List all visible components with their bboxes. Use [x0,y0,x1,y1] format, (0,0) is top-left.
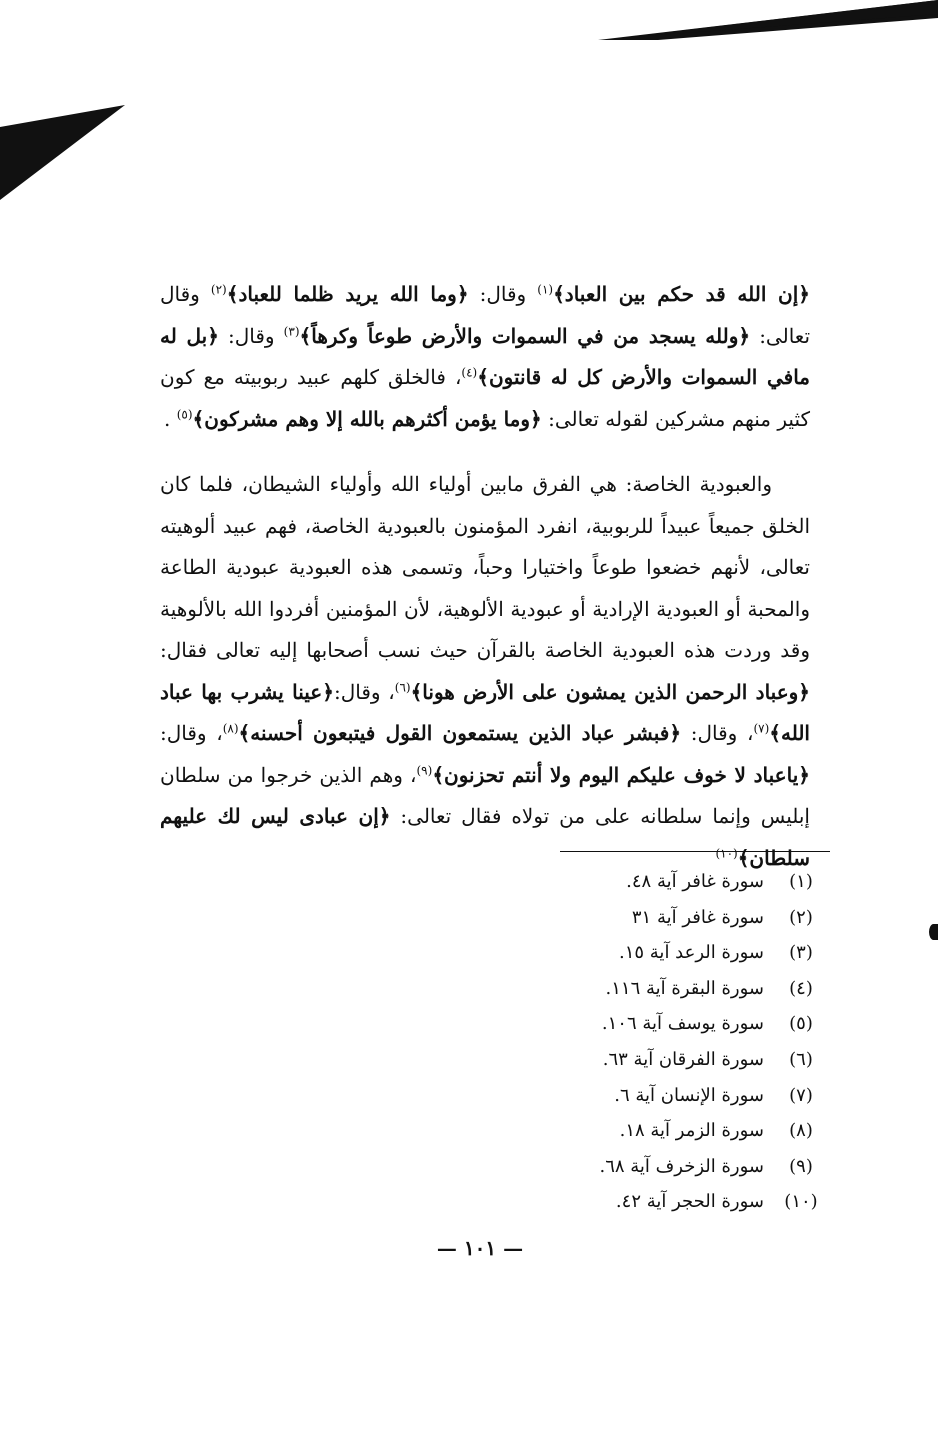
footnote-divider [560,851,830,852]
footnote-list [470,864,830,1220]
footnote-text: سورة الإنسان آية ٦. [614,1084,764,1106]
footnote-number: (٤) [789,977,813,999]
footnote-item [470,1184,830,1220]
quran-quote: ﴿وما الله يريد ظلما للعباد﴾ [226,282,469,306]
footnote-text: سورة غافر آية ٤٨. [626,871,764,892]
footnote-item [470,935,830,971]
footnote-ref: (٣) [283,323,300,338]
footnote-number: (١٠) [784,1191,818,1213]
scan-shadow-top-right [598,0,938,40]
page-number: — ١٠١ — [436,1236,524,1260]
text-span: ، فالخلق كلهم عبيد ربوبيته مع كون كثير منهم مشركين لقوله تعالى: [160,365,810,431]
text-span: والعبودية الخاصة: هي الفرق مابين أولياء الله وأولياء الشيطان، فلما كان الخلق جميعاً عبيداً للربوبية، انفرد المؤمنون بالعبودية الخاصة، فهم عبيد ألوهيته تعالى، لأنهم خضعوا طوعاً واختيارا وحباً، وتسمى هذه العبودية عبودية الطاعة والمحبة أو العبودية الإرادية أو عبودية الألوهية، لأن المؤمنين أفردوا الله بالألوهية وقد وردت هذه العبودية الخاصة بالقرآن حيث نسب أصحابها إليه تعالى فقال: [160,472,810,662]
text-span: وقال: [468,282,538,306]
footnote-ref: (٥) [176,406,193,421]
paragraph-2 [160,464,810,879]
footnote-ref: (٨) [222,721,239,736]
scan-shadow-top-left [0,105,125,200]
quran-quote: ﴿ياعباد لا خوف عليكم اليوم ولا أنتم تحزنون﴾ [432,762,810,787]
footnote-item [470,1113,830,1149]
footnote-text: سورة الفرقان آية ٦٣. [602,1048,764,1070]
footnote-ref: (١) [537,282,554,297]
text-span: وقال: [218,323,284,348]
footnote-number: (٥) [789,1013,813,1035]
text-span: وقال تعالى: [160,282,811,348]
footnote-item [470,971,830,1007]
quran-quote: ﴿بل له مافي السموات والأرض كل له قانتون﴾ [160,323,811,389]
quran-quote: ﴿ولله يسجد من في السموات والأرض طوعاً وكرهاً﴾ [299,323,751,348]
footnote-number: (٧) [789,1084,813,1106]
text-span: ، وقال: [681,721,754,745]
footnote-number: (٦) [789,1048,813,1070]
footnote-ref: (٩) [416,762,433,777]
footnote-text: سورة الزخرف آية ٦٨. [599,1155,764,1177]
footnote-text: سورة الرعد آية ١٥. [618,942,764,964]
footnote-item [470,1042,830,1078]
footnote-ref: (٧) [753,721,770,736]
quran-quote: ﴿فبشر عباد الذين يستمعون القول فيتبعون أحسنه﴾ [238,721,682,745]
text-span: ، وقال: [333,679,395,704]
footnote-number: (٢) [789,906,813,928]
footnote-ref: (٦) [394,679,411,694]
footnote-item [470,1006,830,1042]
quran-quote: ﴿وعباد الرحمن الذين يمشون على الأرض هونا﴾ [410,679,811,704]
quran-quote: ﴿إن الله قد حكم بين العباد﴾ [553,282,811,306]
footnote-number: (٩) [789,1155,813,1177]
footnote-item [470,900,830,936]
footnote-item [470,1078,830,1114]
text-span: ، وهم الذين خرجوا من سلطان إبليس وإنما سلطانه على من تولاه فقال تعالى: [160,762,810,828]
footnote-number: (٨) [789,1120,813,1142]
footnote-text: سورة البقرة آية ١١٦. [605,977,764,999]
footnote-text: سورة يوسف آية ١٠٦. [601,1013,764,1035]
footnote-item [470,1149,830,1185]
footnote-item [470,864,830,900]
footnote-text: سورة غافر آية ٣١ [631,906,764,928]
footnote-number: (١) [789,871,813,892]
footnote-text: سورة الزمر آية ١٨. [619,1120,764,1142]
text-span: . [163,406,177,431]
quran-quote: ﴿إن عبادى ليس لك عليهم سلطان﴾ [160,804,810,870]
footnote-ref: (٤) [461,365,478,380]
footnote-text: سورة الحجر آية ٤٢. [615,1191,764,1213]
footnote-ref: (٢) [210,282,227,297]
scan-edge-mark [929,924,938,940]
footnote-number: (٣) [789,942,813,964]
quran-quote: ﴿وما يؤمن أكثرهم بالله إلا وهم مشركون﴾ [192,406,542,431]
text-span: ، وقال: [160,721,223,745]
paragraph-1 [160,274,810,440]
footnote-ref: (١٠) [715,845,738,860]
quran-quote: ﴿عينا يشرب بها عباد الله﴾ [160,679,810,745]
